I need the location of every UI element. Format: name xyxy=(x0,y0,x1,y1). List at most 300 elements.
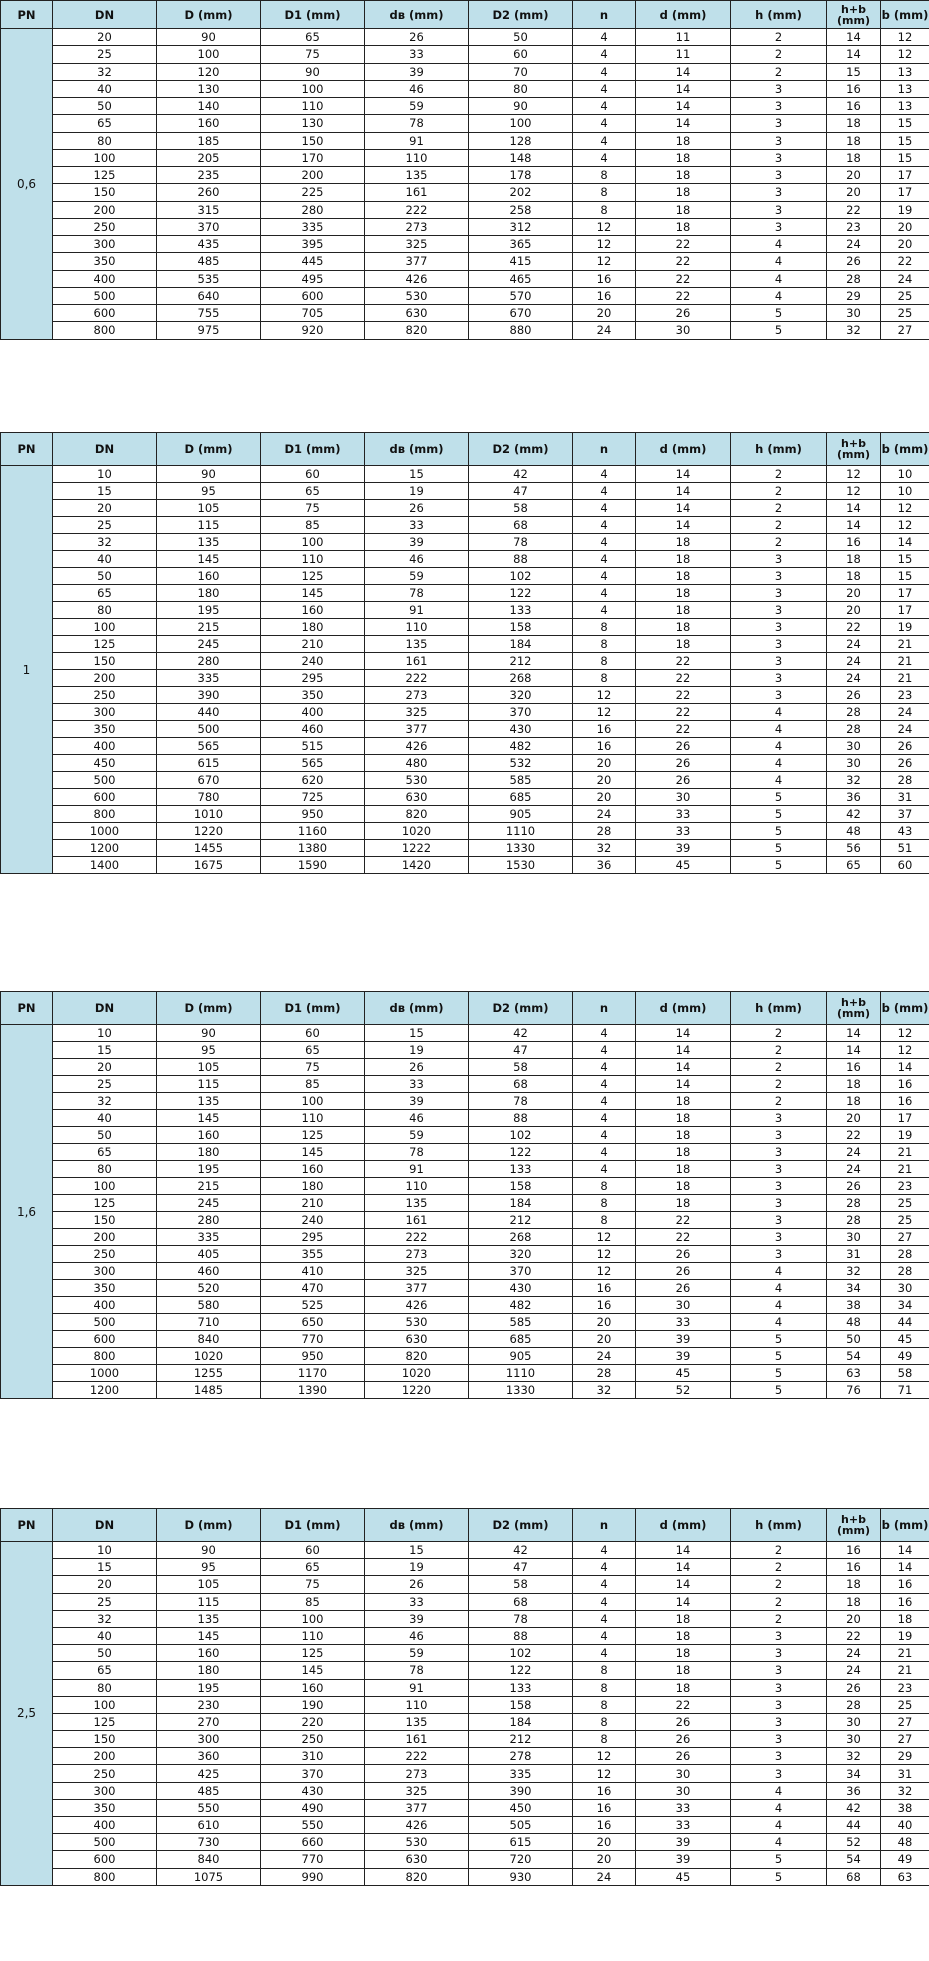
table-row xyxy=(1,1593,929,1610)
value-cell: 28 xyxy=(881,772,929,789)
value-cell: 1330 xyxy=(469,1382,573,1399)
value-cell: 15 xyxy=(881,568,929,585)
value-cell: 115 xyxy=(157,1593,261,1610)
value-cell: 26 xyxy=(636,305,731,322)
value-cell: 268 xyxy=(469,1229,573,1246)
value-cell: 370 xyxy=(469,1263,573,1280)
value-cell: 3 xyxy=(731,115,827,132)
value-cell: 20 xyxy=(573,1834,636,1851)
value-cell: 1000 xyxy=(53,823,157,840)
value-cell: 122 xyxy=(469,585,573,602)
value-cell: 24 xyxy=(881,270,929,287)
value-cell: 36 xyxy=(573,857,636,874)
value-cell: 20 xyxy=(573,772,636,789)
table-row xyxy=(1,253,929,270)
value-cell: 16 xyxy=(573,270,636,287)
value-cell: 40 xyxy=(53,551,157,568)
value-cell: 880 xyxy=(469,322,573,339)
value-cell: 100 xyxy=(261,1610,365,1627)
value-cell: 22 xyxy=(881,253,929,270)
value-cell: 15 xyxy=(53,483,157,500)
value-cell: 210 xyxy=(261,636,365,653)
value-cell: 26 xyxy=(636,1263,731,1280)
value-cell: 150 xyxy=(53,653,157,670)
value-cell: 1020 xyxy=(365,823,469,840)
value-cell: 250 xyxy=(261,1731,365,1748)
value-cell: 32 xyxy=(827,322,881,339)
value-cell: 5 xyxy=(731,1868,827,1885)
value-cell: 26 xyxy=(636,1748,731,1765)
value-cell: 18 xyxy=(827,132,881,149)
value-cell: 4 xyxy=(573,29,636,46)
value-cell: 34 xyxy=(881,1297,929,1314)
value-cell: 8 xyxy=(573,1178,636,1195)
flange-table-2 xyxy=(0,991,929,1399)
value-cell: 22 xyxy=(636,270,731,287)
value-cell: 91 xyxy=(365,1161,469,1178)
value-cell: 184 xyxy=(469,1713,573,1730)
value-cell: 30 xyxy=(881,1280,929,1297)
value-cell: 75 xyxy=(261,500,365,517)
value-cell: 600 xyxy=(53,305,157,322)
value-cell: 18 xyxy=(636,636,731,653)
value-cell: 24 xyxy=(827,1662,881,1679)
value-cell: 33 xyxy=(365,1076,469,1093)
value-cell: 15 xyxy=(365,466,469,483)
value-cell: 76 xyxy=(827,1382,881,1399)
value-cell: 4 xyxy=(731,236,827,253)
pn-cell: 1 xyxy=(1,466,53,874)
value-cell: 110 xyxy=(261,1110,365,1127)
table-row xyxy=(1,466,929,483)
value-cell: 30 xyxy=(636,1297,731,1314)
value-cell: 505 xyxy=(469,1817,573,1834)
value-cell: 312 xyxy=(469,218,573,235)
value-cell: 280 xyxy=(157,653,261,670)
header-cell: n xyxy=(573,1,636,29)
value-cell: 2 xyxy=(731,1593,827,1610)
value-cell: 18 xyxy=(636,1627,731,1644)
value-cell: 110 xyxy=(261,98,365,115)
table-row xyxy=(1,322,929,339)
value-cell: 370 xyxy=(469,704,573,721)
value-cell: 3 xyxy=(731,1713,827,1730)
value-cell: 20 xyxy=(573,305,636,322)
value-cell: 21 xyxy=(881,1144,929,1161)
value-cell: 40 xyxy=(881,1817,929,1834)
value-cell: 51 xyxy=(881,840,929,857)
value-cell: 20 xyxy=(827,184,881,201)
value-cell: 5 xyxy=(731,806,827,823)
value-cell: 90 xyxy=(469,98,573,115)
value-cell: 17 xyxy=(881,1110,929,1127)
value-cell: 202 xyxy=(469,184,573,201)
value-cell: 685 xyxy=(469,1331,573,1348)
value-cell: 3 xyxy=(731,636,827,653)
value-cell: 160 xyxy=(261,602,365,619)
table-row xyxy=(1,201,929,218)
value-cell: 100 xyxy=(261,1093,365,1110)
value-cell: 21 xyxy=(881,1662,929,1679)
header-cell: DN xyxy=(53,1509,157,1542)
value-cell: 4 xyxy=(573,483,636,500)
table-row xyxy=(1,738,929,755)
header-cell: D2 (mm) xyxy=(469,433,573,466)
table-row xyxy=(1,98,929,115)
value-cell: 18 xyxy=(636,1195,731,1212)
value-cell: 30 xyxy=(827,305,881,322)
value-cell: 400 xyxy=(53,1297,157,1314)
value-cell: 24 xyxy=(827,1645,881,1662)
value-cell: 8 xyxy=(573,1696,636,1713)
value-cell: 19 xyxy=(365,483,469,500)
value-cell: 12 xyxy=(881,500,929,517)
table-row xyxy=(1,1314,929,1331)
value-cell: 22 xyxy=(636,1696,731,1713)
value-cell: 377 xyxy=(365,253,469,270)
value-cell: 27 xyxy=(881,1731,929,1748)
value-cell: 25 xyxy=(881,287,929,304)
value-cell: 42 xyxy=(469,1025,573,1042)
value-cell: 780 xyxy=(157,789,261,806)
value-cell: 500 xyxy=(53,1834,157,1851)
value-cell: 3 xyxy=(731,551,827,568)
value-cell: 1675 xyxy=(157,857,261,874)
value-cell: 410 xyxy=(261,1263,365,1280)
value-cell: 75 xyxy=(261,1576,365,1593)
value-cell: 1200 xyxy=(53,840,157,857)
value-cell: 33 xyxy=(365,517,469,534)
value-cell: 24 xyxy=(827,236,881,253)
value-cell: 65 xyxy=(261,29,365,46)
value-cell: 135 xyxy=(365,167,469,184)
value-cell: 128 xyxy=(469,132,573,149)
value-cell: 22 xyxy=(636,704,731,721)
value-cell: 525 xyxy=(261,1297,365,1314)
value-cell: 145 xyxy=(157,1110,261,1127)
value-cell: 95 xyxy=(157,1559,261,1576)
value-cell: 500 xyxy=(53,287,157,304)
value-cell: 532 xyxy=(469,755,573,772)
table-row xyxy=(1,1696,929,1713)
table-row xyxy=(1,1731,929,1748)
value-cell: 42 xyxy=(827,1799,881,1816)
value-cell: 685 xyxy=(469,789,573,806)
value-cell: 161 xyxy=(365,1212,469,1229)
value-cell: 18 xyxy=(827,551,881,568)
value-cell: 16 xyxy=(573,1782,636,1799)
value-cell: 22 xyxy=(636,721,731,738)
value-cell: 20 xyxy=(573,1314,636,1331)
value-cell: 90 xyxy=(157,466,261,483)
value-cell: 230 xyxy=(157,1696,261,1713)
value-cell: 426 xyxy=(365,1297,469,1314)
value-cell: 63 xyxy=(881,1868,929,1885)
value-cell: 125 xyxy=(53,167,157,184)
value-cell: 38 xyxy=(881,1799,929,1816)
value-cell: 15 xyxy=(881,115,929,132)
value-cell: 426 xyxy=(365,738,469,755)
value-cell: 160 xyxy=(157,568,261,585)
value-cell: 278 xyxy=(469,1748,573,1765)
value-cell: 65 xyxy=(827,857,881,874)
value-cell: 2 xyxy=(731,483,827,500)
value-cell: 65 xyxy=(261,1559,365,1576)
value-cell: 355 xyxy=(261,1246,365,1263)
value-cell: 33 xyxy=(636,1799,731,1816)
header-cell: D (mm) xyxy=(157,1,261,29)
value-cell: 325 xyxy=(365,704,469,721)
value-cell: 11 xyxy=(636,46,731,63)
value-cell: 30 xyxy=(827,755,881,772)
value-cell: 26 xyxy=(636,738,731,755)
value-cell: 100 xyxy=(53,149,157,166)
value-cell: 145 xyxy=(157,551,261,568)
value-cell: 222 xyxy=(365,201,469,218)
value-cell: 27 xyxy=(881,1713,929,1730)
value-cell: 110 xyxy=(365,1178,469,1195)
value-cell: 770 xyxy=(261,1331,365,1348)
value-cell: 565 xyxy=(157,738,261,755)
value-cell: 160 xyxy=(261,1679,365,1696)
value-cell: 210 xyxy=(261,1195,365,1212)
value-cell: 20 xyxy=(881,218,929,235)
value-cell: 4 xyxy=(731,755,827,772)
value-cell: 75 xyxy=(261,46,365,63)
value-cell: 135 xyxy=(365,1713,469,1730)
value-cell: 22 xyxy=(827,1627,881,1644)
value-cell: 450 xyxy=(469,1799,573,1816)
value-cell: 5 xyxy=(731,1348,827,1365)
value-cell: 125 xyxy=(53,1713,157,1730)
value-cell: 2 xyxy=(731,500,827,517)
value-cell: 18 xyxy=(636,602,731,619)
value-cell: 100 xyxy=(261,534,365,551)
value-cell: 1255 xyxy=(157,1365,261,1382)
value-cell: 18 xyxy=(636,551,731,568)
value-cell: 80 xyxy=(53,602,157,619)
value-cell: 28 xyxy=(827,270,881,287)
value-cell: 570 xyxy=(469,287,573,304)
value-cell: 170 xyxy=(261,149,365,166)
value-cell: 29 xyxy=(827,287,881,304)
value-cell: 12 xyxy=(573,253,636,270)
value-cell: 530 xyxy=(365,772,469,789)
value-cell: 4 xyxy=(573,63,636,80)
value-cell: 130 xyxy=(157,80,261,97)
value-cell: 18 xyxy=(827,568,881,585)
value-cell: 27 xyxy=(881,1229,929,1246)
value-cell: 17 xyxy=(881,184,929,201)
value-cell: 370 xyxy=(261,1765,365,1782)
value-cell: 1380 xyxy=(261,840,365,857)
table-row xyxy=(1,270,929,287)
table-row xyxy=(1,1748,929,1765)
value-cell: 26 xyxy=(636,1246,731,1263)
value-cell: 335 xyxy=(157,670,261,687)
value-cell: 4 xyxy=(573,602,636,619)
value-cell: 800 xyxy=(53,322,157,339)
value-cell: 3 xyxy=(731,1144,827,1161)
value-cell: 350 xyxy=(53,253,157,270)
value-cell: 68 xyxy=(469,1593,573,1610)
value-cell: 135 xyxy=(365,1195,469,1212)
value-cell: 320 xyxy=(469,687,573,704)
value-cell: 18 xyxy=(636,149,731,166)
value-cell: 95 xyxy=(157,483,261,500)
value-cell: 180 xyxy=(157,1662,261,1679)
table-row xyxy=(1,1161,929,1178)
value-cell: 3 xyxy=(731,619,827,636)
header-cell: D (mm) xyxy=(157,992,261,1025)
value-cell: 16 xyxy=(573,1297,636,1314)
value-cell: 133 xyxy=(469,1161,573,1178)
header-cell: h+b (mm) xyxy=(827,433,881,466)
value-cell: 500 xyxy=(53,1314,157,1331)
value-cell: 490 xyxy=(261,1799,365,1816)
value-cell: 600 xyxy=(53,1851,157,1868)
value-cell: 18 xyxy=(881,1610,929,1627)
value-cell: 350 xyxy=(53,721,157,738)
value-cell: 1200 xyxy=(53,1382,157,1399)
value-cell: 39 xyxy=(365,1093,469,1110)
table-row xyxy=(1,1246,929,1263)
value-cell: 65 xyxy=(261,1042,365,1059)
header-cell: PN xyxy=(1,433,53,466)
value-cell: 710 xyxy=(157,1314,261,1331)
value-cell: 430 xyxy=(469,1280,573,1297)
value-cell: 59 xyxy=(365,1645,469,1662)
value-cell: 4 xyxy=(573,517,636,534)
value-cell: 20 xyxy=(827,1610,881,1627)
value-cell: 47 xyxy=(469,1042,573,1059)
value-cell: 24 xyxy=(881,704,929,721)
value-cell: 17 xyxy=(881,585,929,602)
value-cell: 22 xyxy=(636,1212,731,1229)
header-cell: h (mm) xyxy=(731,1509,827,1542)
value-cell: 25 xyxy=(881,305,929,322)
header-cell: n xyxy=(573,992,636,1025)
value-cell: 120 xyxy=(157,63,261,80)
value-cell: 21 xyxy=(881,636,929,653)
value-cell: 32 xyxy=(573,840,636,857)
value-cell: 1330 xyxy=(469,840,573,857)
value-cell: 3 xyxy=(731,1645,827,1662)
value-cell: 350 xyxy=(53,1799,157,1816)
value-cell: 14 xyxy=(881,534,929,551)
value-cell: 28 xyxy=(827,1195,881,1212)
value-cell: 42 xyxy=(469,466,573,483)
value-cell: 200 xyxy=(261,167,365,184)
value-cell: 78 xyxy=(469,1610,573,1627)
value-cell: 39 xyxy=(365,1610,469,1627)
value-cell: 12 xyxy=(573,1748,636,1765)
value-cell: 670 xyxy=(157,772,261,789)
header-cell: b (mm) xyxy=(881,433,929,466)
value-cell: 91 xyxy=(365,602,469,619)
header-cell: DN xyxy=(53,433,157,466)
value-cell: 10 xyxy=(53,1542,157,1559)
value-cell: 5 xyxy=(731,1331,827,1348)
value-cell: 530 xyxy=(365,1314,469,1331)
table-row xyxy=(1,687,929,704)
value-cell: 19 xyxy=(881,619,929,636)
value-cell: 25 xyxy=(53,46,157,63)
value-cell: 535 xyxy=(157,270,261,287)
value-cell: 660 xyxy=(261,1834,365,1851)
value-cell: 20 xyxy=(53,500,157,517)
value-cell: 5 xyxy=(731,1365,827,1382)
value-cell: 530 xyxy=(365,287,469,304)
value-cell: 377 xyxy=(365,1280,469,1297)
value-cell: 17 xyxy=(881,602,929,619)
value-cell: 273 xyxy=(365,1765,469,1782)
value-cell: 100 xyxy=(53,1696,157,1713)
value-cell: 100 xyxy=(261,80,365,97)
header-cell: dв (mm) xyxy=(365,1509,469,1542)
table-row xyxy=(1,568,929,585)
value-cell: 10 xyxy=(881,483,929,500)
value-cell: 5 xyxy=(731,322,827,339)
value-cell: 515 xyxy=(261,738,365,755)
value-cell: 10 xyxy=(53,1025,157,1042)
value-cell: 1170 xyxy=(261,1365,365,1382)
value-cell: 23 xyxy=(881,687,929,704)
value-cell: 59 xyxy=(365,98,469,115)
value-cell: 20 xyxy=(573,755,636,772)
value-cell: 36 xyxy=(827,1782,881,1799)
value-cell: 50 xyxy=(53,1127,157,1144)
value-cell: 4 xyxy=(573,1059,636,1076)
value-cell: 88 xyxy=(469,551,573,568)
value-cell: 4 xyxy=(573,1576,636,1593)
table-row xyxy=(1,1834,929,1851)
value-cell: 482 xyxy=(469,738,573,755)
value-cell: 110 xyxy=(365,149,469,166)
header-cell: D2 (mm) xyxy=(469,1509,573,1542)
value-cell: 18 xyxy=(636,167,731,184)
table-row xyxy=(1,1559,929,1576)
value-cell: 405 xyxy=(157,1246,261,1263)
value-cell: 460 xyxy=(261,721,365,738)
value-cell: 440 xyxy=(157,704,261,721)
table-row xyxy=(1,1195,929,1212)
value-cell: 110 xyxy=(261,1627,365,1644)
value-cell: 16 xyxy=(827,98,881,115)
value-cell: 105 xyxy=(157,500,261,517)
value-cell: 26 xyxy=(636,772,731,789)
value-cell: 4 xyxy=(573,534,636,551)
value-cell: 820 xyxy=(365,322,469,339)
value-cell: 28 xyxy=(827,1212,881,1229)
value-cell: 78 xyxy=(365,1662,469,1679)
value-cell: 14 xyxy=(827,29,881,46)
table-row xyxy=(1,1178,929,1195)
value-cell: 24 xyxy=(573,806,636,823)
value-cell: 60 xyxy=(261,1542,365,1559)
value-cell: 426 xyxy=(365,270,469,287)
value-cell: 20 xyxy=(53,29,157,46)
value-cell: 44 xyxy=(881,1314,929,1331)
value-cell: 8 xyxy=(573,167,636,184)
value-cell: 22 xyxy=(827,1127,881,1144)
value-cell: 46 xyxy=(365,1627,469,1644)
value-cell: 150 xyxy=(53,1731,157,1748)
header-cell: n xyxy=(573,1509,636,1542)
value-cell: 14 xyxy=(636,80,731,97)
value-cell: 8 xyxy=(573,670,636,687)
value-cell: 3 xyxy=(731,568,827,585)
